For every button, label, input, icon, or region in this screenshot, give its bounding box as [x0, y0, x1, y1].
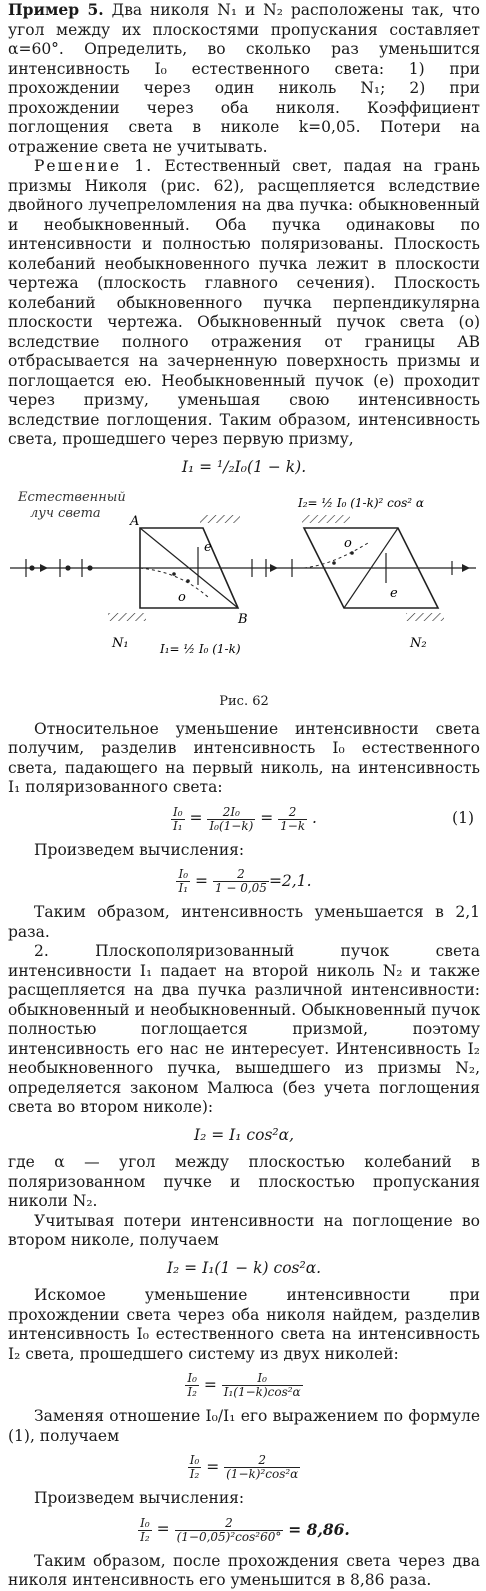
label-n1: N₁	[112, 636, 129, 651]
label-e2: e	[390, 586, 398, 601]
equation-1: $\frac{\text{I₀}}{\text{I₁}}$ = $\frac{\text{2I₀}}{\text{I₀(1−k)}}$ = $\frac{2}{1-k}$ . (1)	[173, 804, 474, 833]
equation-number: (1)	[452, 809, 474, 828]
label-a: A	[130, 514, 140, 529]
solution-text-1: Естественный свет, падая на грань призмы Николя (рис. 62), расщепляется вследствие двойного лучепреломления на два пучка: обыкновенный и необыкновенный. Оба пучка одинаковы по интенсивности и полностью поляризованы. Плоскость колебаний необыкновенного пучка лежит в плоскости чертежа (плоскость главного сечения). Плоскость колебаний обыкновенного пучка перпендикулярна плоскости чертежа. Обыкновенный пучок света (o) вследствие полного отражения от границы AB отбрасывается на зачерненную поверхность призмы и поглощается ею. Необыкновенный пучок (e) проходит через призму, уменьшая свою интенсивность вследствие поглощения. Таким образом, интенсивность света, прошедшего через первую призму,	[8, 157, 480, 448]
paragraph-second-nicol: 2. Плоскополяризованный пучок света интенсивности I₁ падает на второй николь N₂ и также расщепляется на два пучка различной интенсивности: обыкновенный и необыкновенный. Обыкновенный пучок полностью поглощается призмой, поэтому интенсивность его нас не интересует. Интенсивность I₂ необыкновенного пучка, вышедшего из призмы N₂, определяется законом Малюса (без учета поглощения света во втором николе):	[8, 942, 480, 1116]
nicol-prisms-diagram	[8, 485, 478, 690]
label-i2: I₂= ½ I₀ (1-k)² cos² α	[298, 496, 425, 510]
solution-label: Решение 1.	[34, 157, 154, 175]
label-e1: e	[204, 540, 212, 555]
figure-caption: Рис. 62	[219, 694, 269, 709]
equation-5: $\frac{\text{I₀}}{\text{I₂}}$ = $\frac{2}{\text{(1−0,05)²cos²60°}}$ = 8,86.	[140, 1515, 350, 1544]
paragraph-losses: Учитывая потери интенсивности на поглощение во втором николе, получаем	[8, 1211, 480, 1249]
equation-2: $\frac{\text{I₀}}{\text{I₁}}$ = $\frac{2}{1 - 0,05}$ =2,1.	[178, 867, 312, 895]
label-b: B	[238, 612, 248, 627]
label-natural-2: луч света	[30, 506, 101, 521]
problem-text: Два николя N₁ и N₂ расположены так, что угол между их плоскостями пропускания составляет α=60°. Определить, во сколько раз уменьшится интенсивность I₀ естественного света: 1) при прохождении через один николь N₁; 2) при прохождении через оба николя. Коэффициент поглощения света в николе k=0,05. Потери на отражение света не учитывать.	[8, 1, 480, 156]
label-o2: o	[344, 536, 352, 551]
formula-i1: I₁ = ¹/₂I₀(1 − k).	[181, 457, 307, 476]
solution-paragraph-1	[8, 157, 480, 450]
paragraph-alpha-definition: где α — угол между плоскостью колебаний в поляризованном пучке и плоскостью пропускания николи N₂.	[8, 1153, 480, 1210]
final-result: Таким образом, после прохождения света через два николя интенсивность его уменьшится в 8,86 раза.	[8, 1551, 480, 1589]
equation-4: $\frac{\text{I₀}}{\text{I₂}}$ = $\frac{2}{\text{(1−k)²cos²α}}$	[189, 1453, 299, 1481]
calc-heading-2: Произведем вычисления:	[34, 1489, 245, 1507]
example-title: Пример 5.	[8, 0, 104, 19]
label-n2: N₂	[410, 636, 427, 651]
label-natural-1: Естественный	[18, 490, 126, 505]
paragraph-relative-decrease: Относительное уменьшение интенсивности света получим, разделив интенсивность I₀ естественного света, падающего на первый николь, на интенсивность I₁ поляризованного света:	[8, 719, 480, 796]
label-o1: o	[178, 590, 186, 605]
calc-heading-1: Произведем вычисления:	[34, 840, 245, 859]
paragraph-both-nicols: Искомое уменьшение интенсивности при прохождении света через оба николя найдем, разделив интенсивность I₀ естественного света на интенсивность I₂ света, прошедшего систему из двух николей:	[8, 1286, 480, 1363]
result-1: Таким образом, интенсивность уменьшается в 2,1 раза.	[8, 903, 480, 941]
formula-malus: I₂ = I₁ cos²α,	[193, 1125, 295, 1144]
problem-statement	[8, 0, 480, 157]
paragraph-substitution: Заменяя отношение I₀/I₁ его выражением по формуле (1), получаем	[8, 1407, 480, 1445]
equation-3: $\frac{\text{I₀}}{\text{I₂}}$ = $\frac{\text{I₀}}{\text{I₁(1−k)cos²α}}$	[187, 1371, 301, 1399]
formula-i2: I₂ = I₁(1 − k) cos²α.	[166, 1258, 322, 1277]
figure-62	[8, 485, 478, 690]
label-i1: I₁= ½ I₀ (1-k)	[160, 642, 241, 656]
